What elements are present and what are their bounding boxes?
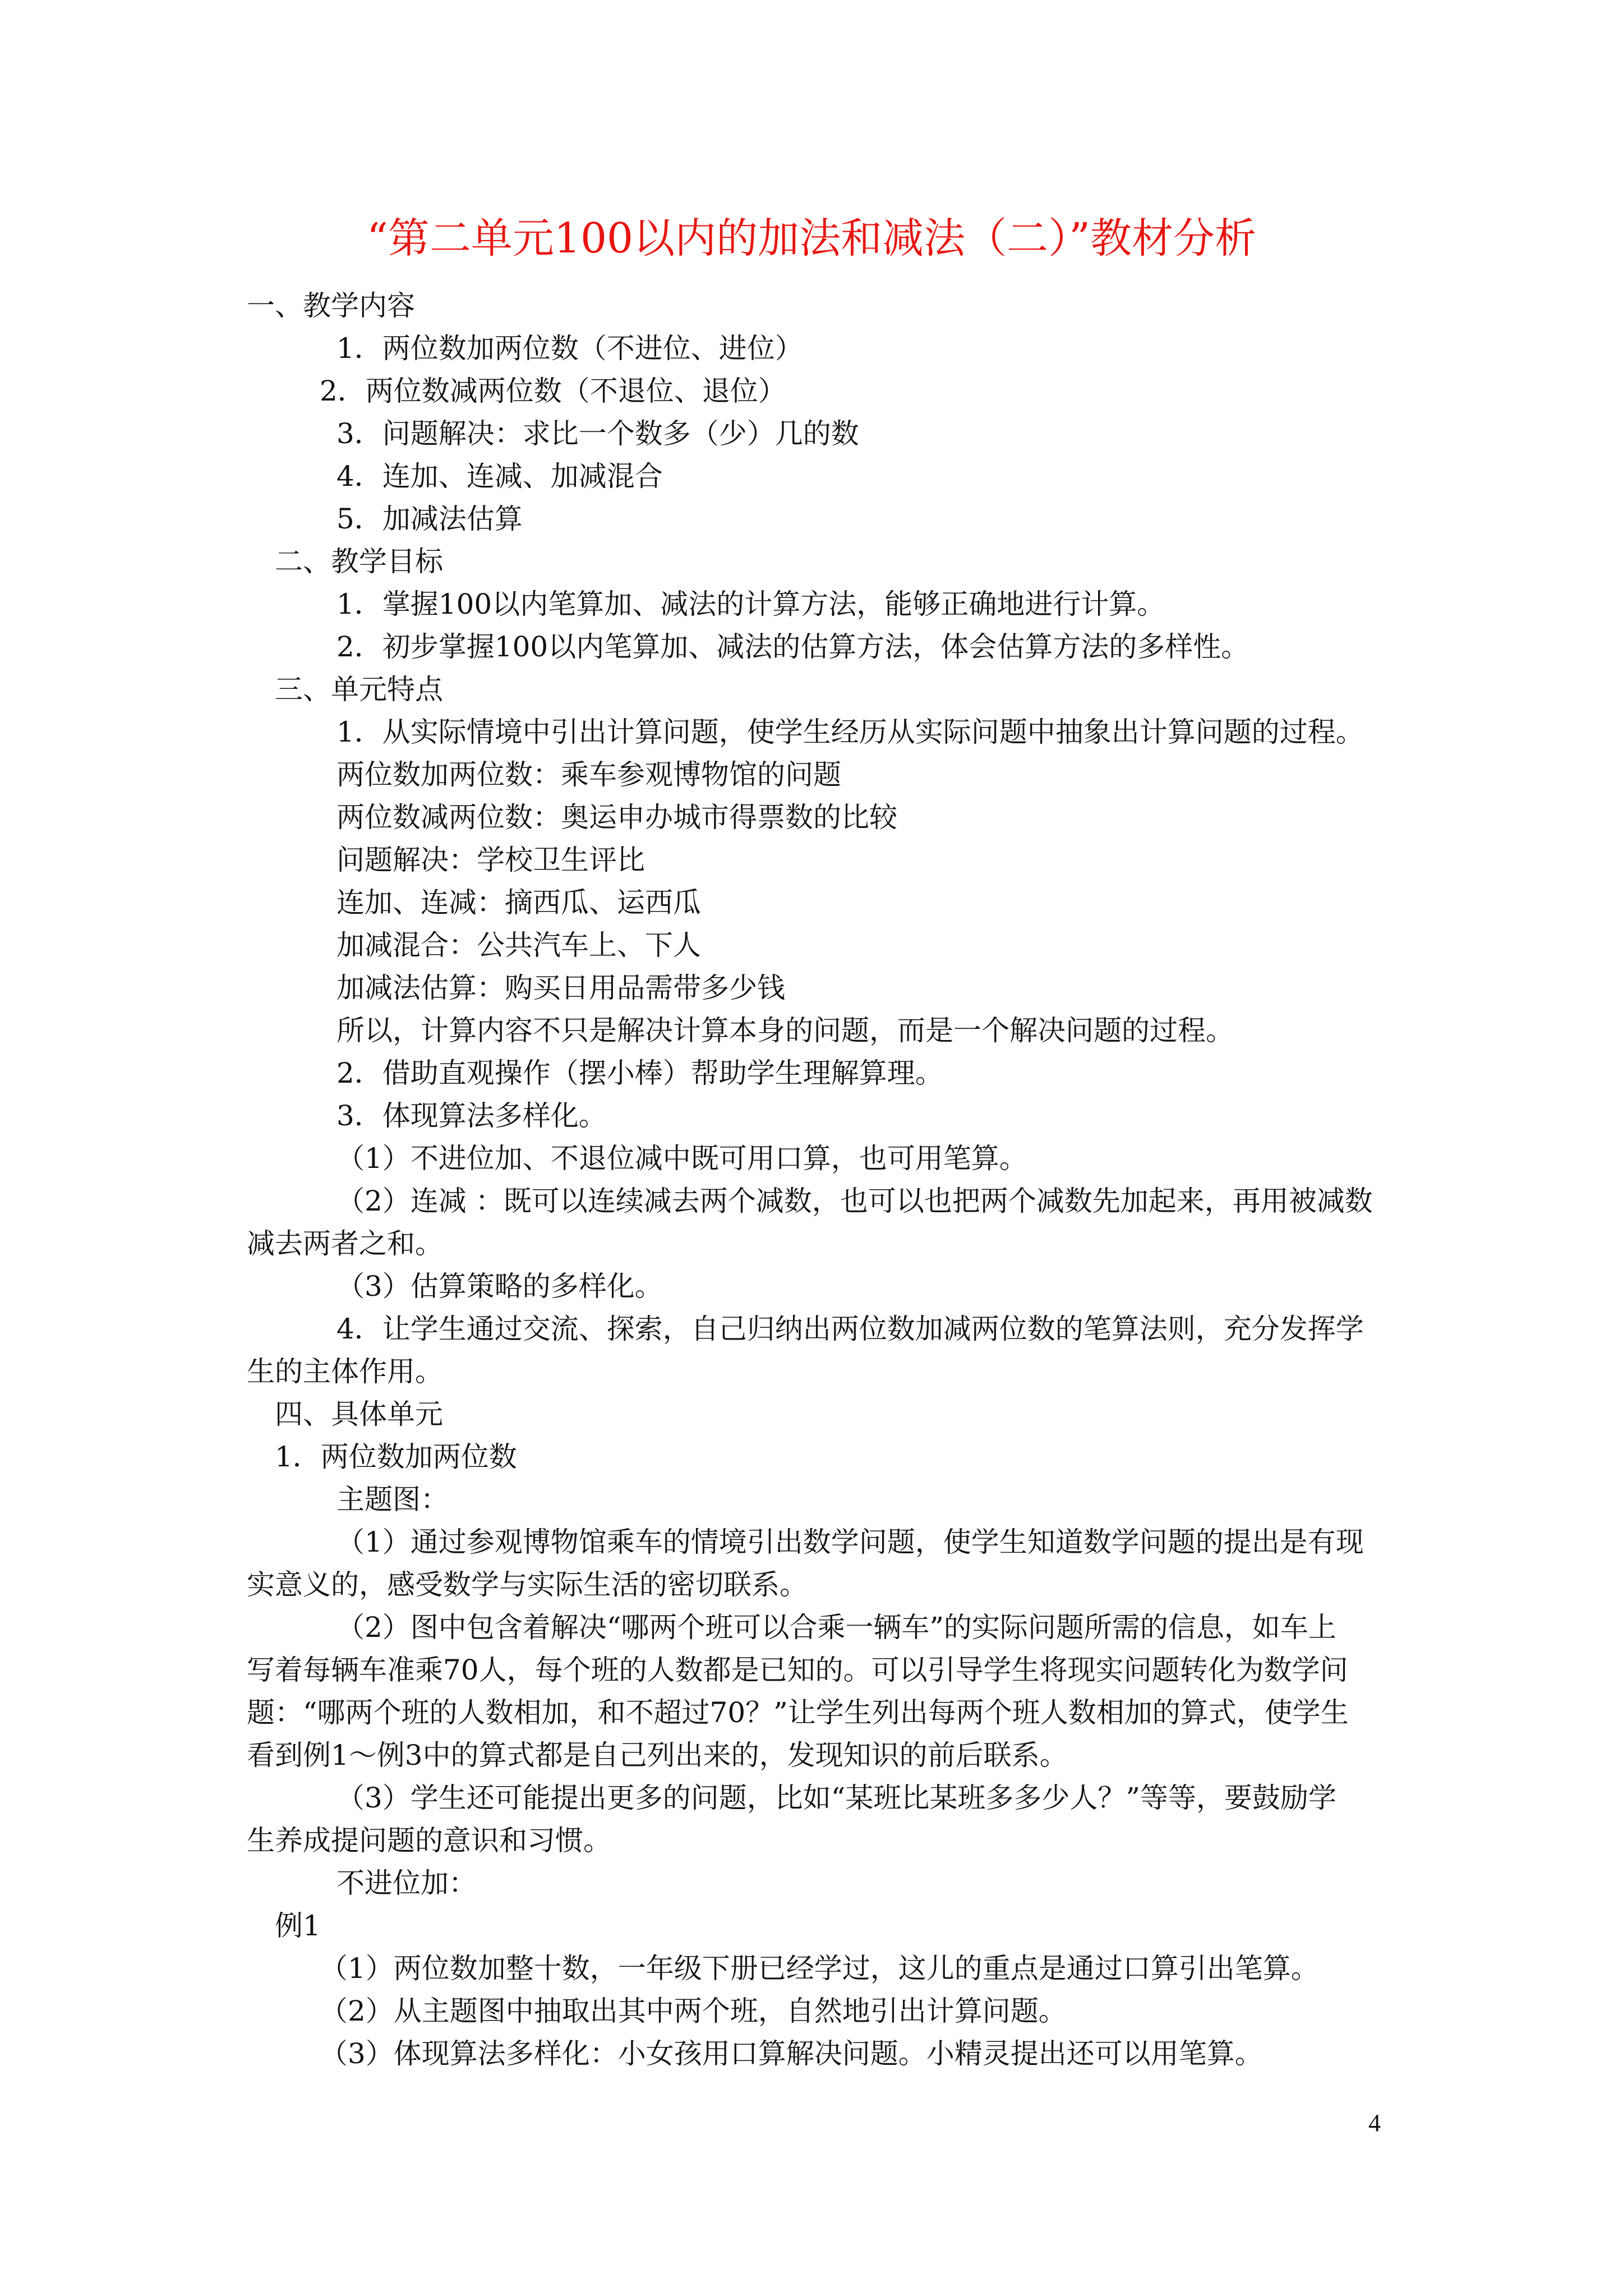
paragraph-line: 实意义的，感受数学与实际生活的密切联系。 bbox=[247, 1568, 808, 1601]
paragraph-line: 1．从实际情境中引出计算问题，使学生经历从实际问题中抽象出计算问题的过程。 bbox=[336, 716, 1364, 748]
paragraph-line: （2）从主题图中抽取出其中两个班，自然地引出计算问题。 bbox=[320, 1995, 1067, 2027]
subsection-heading: 1．两位数加两位数 bbox=[275, 1441, 517, 1473]
paragraph-line: 不进位加： bbox=[336, 1867, 477, 1899]
document-title: “第二单元100以内的加法和减法（二）”教材分析 bbox=[367, 214, 1256, 263]
paragraph-line: 写着每辆车准乘70人，每个班的人数都是已知的。可以引导学生将现实问题转化为数学问 bbox=[247, 1654, 1348, 1686]
paragraph-line: 生养成提问题的意识和习惯。 bbox=[247, 1824, 611, 1857]
paragraph-line: （3）体现算法多样化：小女孩用口算解决问题。小精灵提出还可以用笔算。 bbox=[320, 2037, 1263, 2070]
paragraph-line: 加减混合：公共汽车上、下人 bbox=[336, 929, 701, 961]
paragraph-line: 生的主体作用。 bbox=[247, 1355, 443, 1388]
paragraph-line: 所以，计算内容不只是解决计算本身的问题，而是一个解决问题的过程。 bbox=[336, 1014, 1234, 1047]
paragraph-line: （2）连减 ：既可以连续减去两个减数，也可以也把两个减数先加起来，再用被减数 bbox=[336, 1185, 1373, 1217]
paragraph-line: 4．让学生通过交流、探索，自己归纳出两位数加减两位数的笔算法则，充分发挥学 bbox=[336, 1313, 1364, 1345]
paragraph-line: 加减法估算：购买日用品需带多少钱 bbox=[336, 972, 785, 1004]
paragraph-line: 两位数减两位数：奥运申办城市得票数的比较 bbox=[336, 801, 897, 834]
paragraph-line: （3）估算策略的多样化。 bbox=[336, 1270, 663, 1303]
paragraph-line: 2．借助直观操作（摆小棒）帮助学生理解算理。 bbox=[336, 1057, 943, 1089]
page-number: 4 bbox=[1368, 2109, 1381, 2137]
paragraph-line: （1）不进位加、不退位减中既可用口算，也可用笔算。 bbox=[336, 1142, 1027, 1175]
section-heading: 二、教学目标 bbox=[275, 545, 443, 578]
paragraph-line: 减去两者之和。 bbox=[247, 1227, 443, 1260]
section-heading: 一、教学内容 bbox=[247, 289, 415, 322]
paragraph-line: （2）图中包含着解决“哪两个班可以合乘一辆车”的实际问题所需的信息，如车上 bbox=[336, 1611, 1336, 1644]
paragraph-line: 连加、连减：摘西瓜、运西瓜 bbox=[336, 886, 701, 919]
list-item: 1．两位数加两位数（不进位、进位） bbox=[336, 332, 803, 365]
list-item: 5．加减法估算 bbox=[336, 503, 523, 535]
section-heading: 四、具体单元 bbox=[275, 1398, 443, 1430]
paragraph-line: 主题图： bbox=[336, 1483, 449, 1516]
paragraph-line: （3）学生还可能提出更多的问题，比如“某班比某班多多少人？”等等，要鼓励学 bbox=[336, 1782, 1336, 1814]
section-heading: 三、单元特点 bbox=[275, 673, 443, 706]
paragraph-line: 题：“哪两个班的人数相加，和不超过70？”让学生列出每两个班人数相加的算式，使学生 bbox=[247, 1696, 1349, 1729]
list-item: 3．问题解决：求比一个数多（少）几的数 bbox=[336, 417, 859, 450]
paragraph-line: （1）两位数加整十数，一年级下册已经学过，这儿的重点是通过口算引出笔算。 bbox=[320, 1952, 1319, 1985]
paragraph-line: 两位数加两位数：乘车参观博物馆的问题 bbox=[336, 758, 841, 791]
paragraph-line: 看到例1～例3中的算式都是自己列出来的，发现知识的前后联系。 bbox=[247, 1739, 1068, 1772]
list-item: 2．初步掌握100以内笔算加、减法的估算方法，体会估算方法的多样性。 bbox=[336, 631, 1249, 663]
list-item: 1．掌握100以内笔算加、减法的计算方法，能够正确地进行计算。 bbox=[336, 588, 1165, 620]
example-heading: 例1 bbox=[275, 1910, 321, 1942]
list-item: 4．连加、连减、加减混合 bbox=[336, 460, 663, 493]
paragraph-line: 3．体现算法多样化。 bbox=[336, 1099, 607, 1132]
paragraph-line: （1）通过参观博物馆乘车的情境引出数学问题，使学生知道数学问题的提出是有现 bbox=[336, 1526, 1364, 1558]
paragraph-line: 问题解决：学校卫生评比 bbox=[336, 844, 645, 876]
list-item: 2．两位数减两位数（不退位、退位） bbox=[320, 375, 786, 407]
